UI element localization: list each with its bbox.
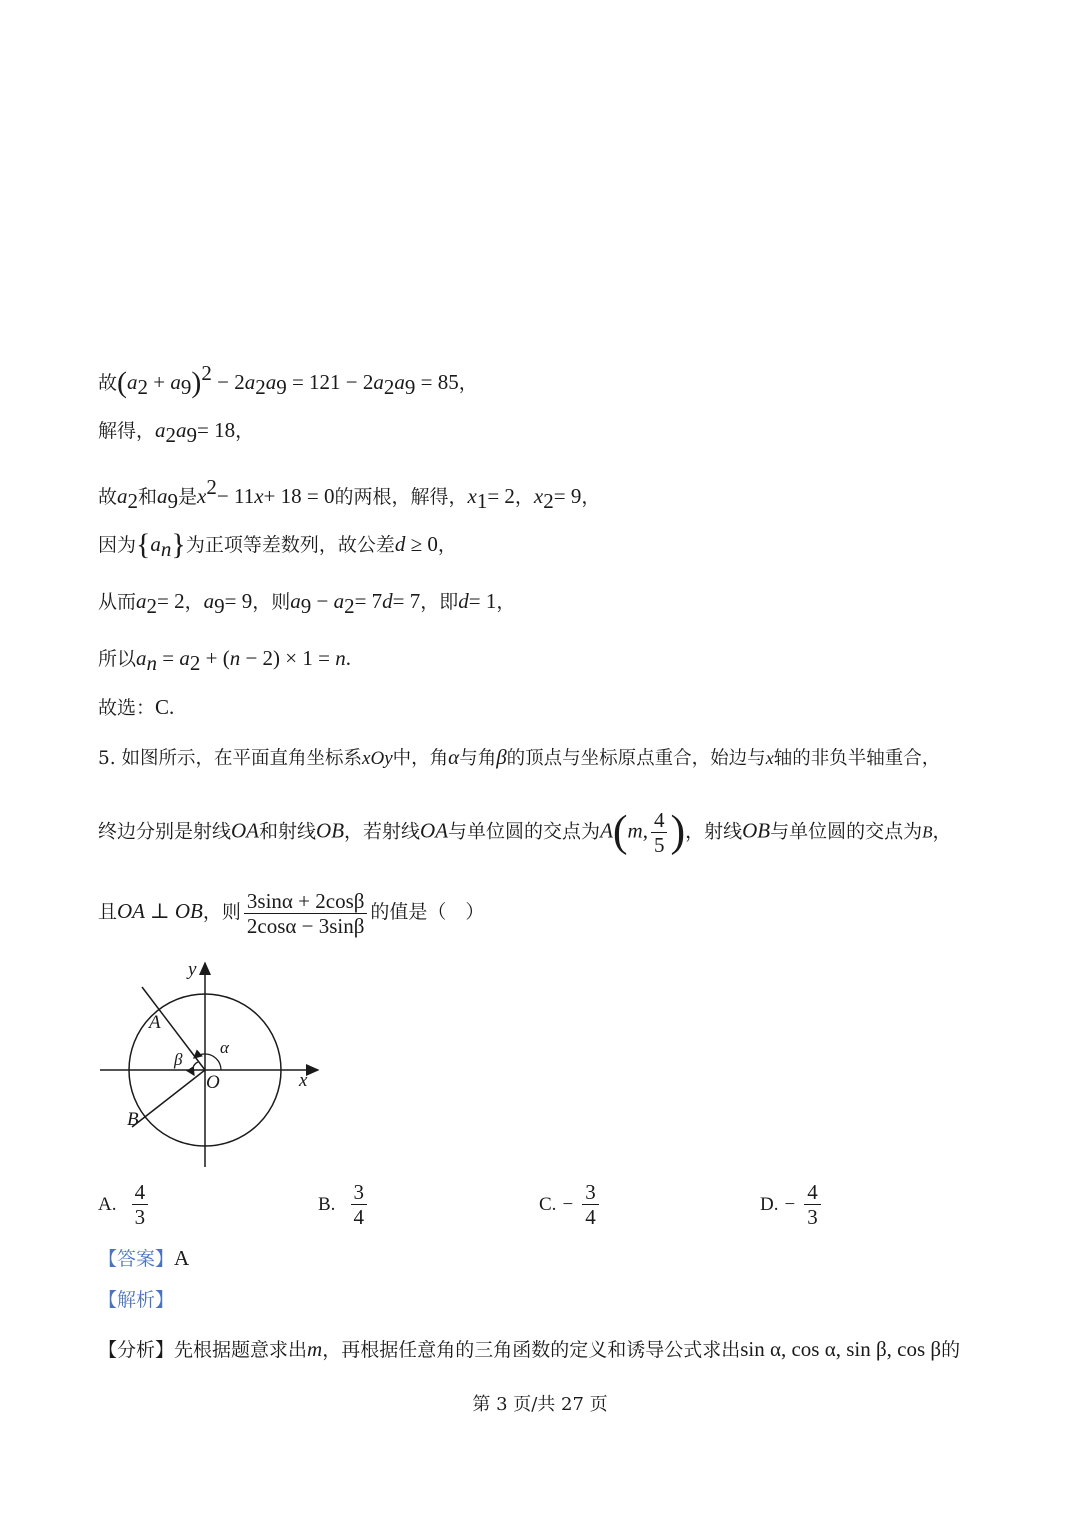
choice-fraction — [132, 1180, 149, 1229]
point-B-label: B — [127, 1109, 139, 1130]
text: 的值是（ ） — [370, 901, 485, 923]
ray-OB — [132, 1070, 205, 1127]
numerator: 3 — [351, 1180, 368, 1205]
numerator: 4 — [804, 1180, 821, 1205]
denominator: 2cosα − 3sinβ — [246, 913, 365, 938]
math: B — [922, 822, 933, 842]
origin-label: O — [206, 1072, 220, 1093]
text: 和射线 — [259, 820, 317, 843]
answer-line — [98, 1243, 189, 1274]
math: = 2 — [487, 484, 515, 508]
question-line-3 — [98, 886, 484, 938]
numerator: 3 — [582, 1180, 599, 1205]
choice-sign: − — [562, 1193, 574, 1215]
text: ，若射线 — [344, 820, 421, 843]
math: = 7 — [354, 589, 383, 613]
math: = 7 — [392, 589, 421, 613]
math: xOy — [362, 748, 393, 769]
numerator: 4 — [132, 1180, 149, 1205]
choice-a[interactable] — [98, 1180, 151, 1229]
beta-arc — [193, 1062, 198, 1075]
page-footer: 第 3 页/共 27 页 — [472, 1394, 608, 1415]
math: m — [307, 1337, 323, 1361]
text: ， — [184, 591, 204, 613]
math: . — [345, 646, 351, 670]
step-line-1: 故$(a_2 + a_9)^2 - 2a_2a_9 = 121 - 2a_2a_9 = 85$， — [98, 361, 478, 399]
text: ，则 — [202, 901, 241, 923]
math: − 11 — [216, 484, 255, 508]
math: = 18 — [197, 418, 236, 442]
math: = 9 — [224, 589, 253, 613]
text: 故 — [98, 372, 118, 394]
text: ， — [496, 591, 516, 613]
math: sin α, cos α, sin β, cos β — [740, 1337, 942, 1361]
unit-circle-figure — [96, 955, 336, 1175]
choice-label: B. — [318, 1193, 336, 1215]
text: 的两根，解得， — [334, 486, 468, 508]
text: ，即 — [420, 591, 459, 613]
text: ， — [514, 486, 534, 508]
point-A-label: A — [149, 1012, 161, 1033]
math: + ( — [205, 646, 230, 670]
text: 与单位圆的交点为 — [448, 820, 601, 843]
math: β — [496, 745, 507, 769]
fraction — [651, 808, 668, 857]
math: x — [197, 484, 207, 508]
math: = 2 — [157, 589, 185, 613]
math: = — [162, 646, 175, 670]
math: = 1 — [468, 589, 497, 613]
denominator: 3 — [134, 1205, 146, 1229]
expression-fraction — [244, 889, 368, 938]
math: OB — [316, 818, 345, 843]
text: 所以 — [98, 648, 137, 670]
text: 故选： — [98, 697, 156, 719]
text: 的顶点与坐标原点重合，始边与 — [506, 748, 766, 769]
text: 因为 — [98, 534, 137, 556]
numerator: 4 — [651, 808, 668, 833]
text: 轴的非负半轴重合， — [773, 748, 941, 769]
text: 中，角 — [392, 748, 449, 769]
step-line-7 — [98, 692, 174, 723]
x-label: x — [299, 1070, 308, 1091]
step-line-4: 因为$\{a_n\}$为正项等差数列，故公差d ≥ 0， — [98, 528, 457, 561]
math: = 9 — [553, 484, 582, 508]
text: 和 — [138, 486, 158, 508]
math: OA ⊥ OB — [117, 899, 203, 923]
text: 5. 如图所示，在平面直角坐标系 — [98, 748, 363, 769]
math: + 18 = 0 — [263, 484, 335, 508]
denominator: 3 — [807, 1205, 818, 1229]
answer-value: A — [174, 1246, 190, 1270]
choice-fraction — [351, 1180, 368, 1229]
fenxi-tag: 【分析】 — [98, 1339, 175, 1361]
text: . — [169, 695, 175, 719]
text: 解得， — [98, 420, 156, 442]
math: OA — [231, 818, 260, 843]
choice-c[interactable] — [539, 1180, 602, 1229]
text: 与单位圆的交点为 — [770, 820, 923, 843]
text: ，射线 — [685, 820, 743, 843]
text: ， — [235, 420, 255, 442]
alpha-label: α — [220, 1038, 229, 1057]
text: 的 — [941, 1339, 961, 1361]
text: ，再根据任意角的三角函数的定义和诱导公式求出 — [322, 1339, 741, 1361]
text: 为正项等差数列，故公差 — [185, 534, 395, 556]
text: 故 — [98, 486, 118, 508]
selected-answer: C — [155, 695, 170, 719]
step-line-3: 故$a_2$和$a_9$是$x^2- 11x+ 18 = 0$的两根，解得，$x_1= 2$，$x_2= 9$， — [98, 475, 601, 513]
math: α — [448, 745, 460, 769]
beta-label: β — [174, 1050, 183, 1069]
text: 终边分别是射线 — [98, 820, 232, 843]
math: A — [600, 818, 613, 843]
math: − — [316, 589, 329, 613]
analysis-line — [98, 1285, 174, 1315]
choice-fraction — [582, 1180, 599, 1229]
step-line-5: 从而$a_2= 2$，$a_9= 9$，则$a_9 - a_2= 7d= 7$，即d= 1， — [98, 589, 516, 618]
math: x — [765, 748, 774, 768]
math: d — [394, 532, 406, 556]
text: ， — [458, 372, 478, 394]
question-line-2: 终边分别是射线OA和射线OB，若射线OA与单位圆的交点为A(m, $\frac{4}{5}$ )，射线OB与单位圆的交点为B， — [98, 806, 952, 857]
text: ， — [437, 534, 457, 556]
text: ， — [932, 820, 952, 843]
denominator: 5 — [653, 833, 665, 857]
math: − 2) × 1 = — [245, 646, 330, 670]
answer-tag: 【答案】 — [98, 1248, 175, 1270]
fenxi-line — [98, 1334, 960, 1365]
choice-label: A. — [98, 1193, 117, 1215]
step-line-2: 解得，$a_2a_9= 18$， — [98, 418, 255, 447]
question-line-1 — [98, 742, 940, 774]
text: 且 — [98, 901, 118, 923]
analysis-tag: 【解析】 — [98, 1289, 175, 1311]
choice-fraction — [804, 1180, 821, 1229]
math: ≥ 0 — [410, 532, 438, 556]
y-label: y — [188, 959, 197, 980]
text: 与角 — [459, 748, 497, 769]
choice-label: D. — [760, 1193, 779, 1215]
denominator: 4 — [353, 1205, 365, 1229]
denominator: 4 — [585, 1205, 596, 1229]
text: 先根据题意求出 — [174, 1339, 308, 1361]
choice-d[interactable] — [760, 1180, 824, 1229]
choice-label: C. — [539, 1193, 557, 1215]
text: ，则 — [252, 591, 291, 613]
numerator: 3sinα + 2cosβ — [244, 889, 368, 914]
step-line-6: 所以$a_n = a_2 + (n - 2) \times 1 = n$. — [98, 646, 351, 675]
math: m — [627, 818, 643, 843]
text: 是 — [178, 486, 198, 508]
choice-sign: − — [784, 1193, 796, 1215]
text: ， — [581, 486, 601, 508]
choice-b[interactable] — [318, 1180, 370, 1229]
text: 从而 — [98, 591, 137, 613]
